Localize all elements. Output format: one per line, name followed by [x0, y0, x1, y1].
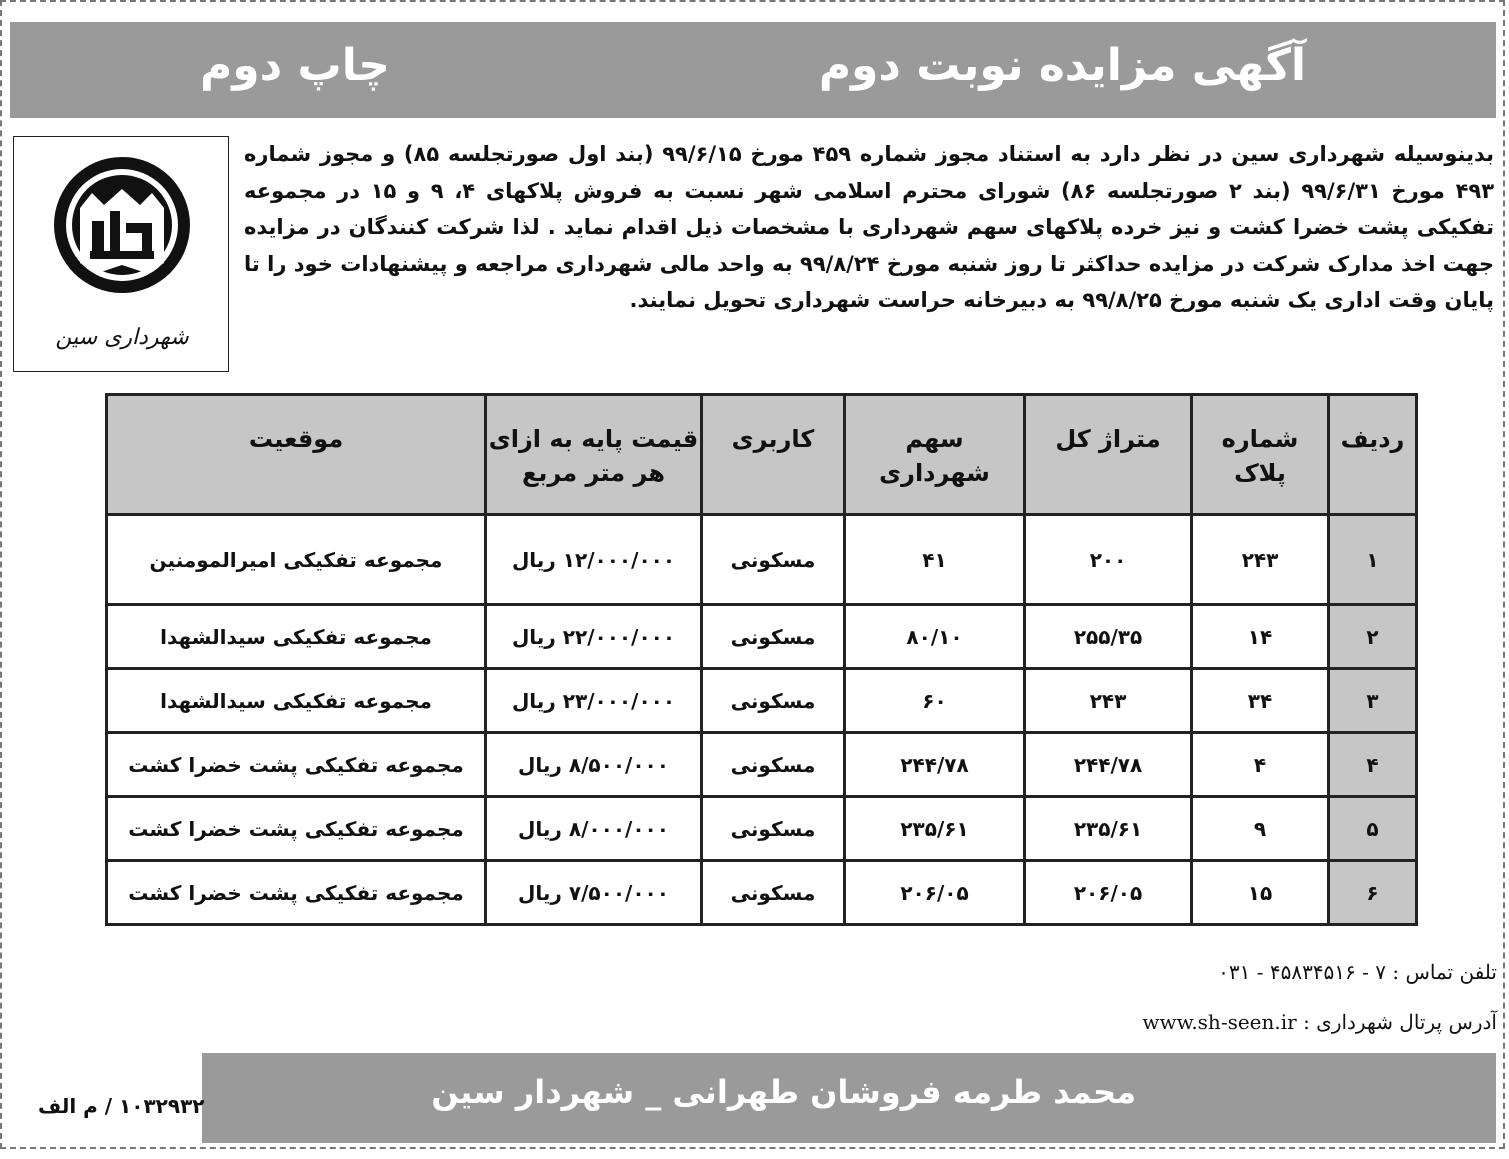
cell-gheymat: ۱۲/۰۰۰/۰۰۰ ریال	[486, 515, 702, 605]
cell-karbari: مسکونی	[702, 605, 845, 669]
cell-gheymat: ۲۳/۰۰۰/۰۰۰ ریال	[486, 669, 702, 733]
cell-plak: ۱۵	[1192, 861, 1329, 925]
table-row	[107, 515, 1417, 605]
cell-plak: ۲۴۳	[1192, 515, 1329, 605]
ad-code: ۱۰۳۲۹۳۲ / م الف	[38, 1094, 205, 1118]
cell-sahm: ۲۴۴/۷۸	[845, 733, 1025, 797]
portal-url[interactable]: www.sh-seen.ir	[1142, 1010, 1297, 1034]
cell-plak: ۱۴	[1192, 605, 1329, 669]
cell-metraj: ۲۰۰	[1025, 515, 1192, 605]
header-mogheiat: موقعیت	[107, 395, 486, 515]
municipality-logo	[13, 136, 229, 372]
header-metraj: متراژ کل	[1025, 395, 1192, 515]
cell-radif: ۲	[1329, 605, 1417, 669]
cell-mogheiat: مجموعه تفکیکی سیدالشهدا	[107, 605, 486, 669]
table-row	[107, 797, 1417, 861]
cell-gheymat: ۲۲/۰۰۰/۰۰۰ ریال	[486, 605, 702, 669]
table-row	[107, 861, 1417, 925]
cell-sahm: ۲۳۵/۶۱	[845, 797, 1025, 861]
header-sahm: سهم شهرداری	[845, 395, 1025, 515]
portal-label: آدرس پرتال شهرداری :	[1303, 1010, 1497, 1034]
cell-radif: ۱	[1329, 515, 1417, 605]
cell-karbari: مسکونی	[702, 861, 845, 925]
table-row	[107, 669, 1417, 733]
intro-paragraph: بدینوسیله شهرداری سین در نظر دارد به استناد مجوز شماره ۴۵۹ مورخ ۹۹/۶/۱۵ (بند اول صورتجلسه ۸۵) و مجوز شماره ۴۹۳ مورخ ۹۹/۶/۳۱ (بند ۲ صورتجلسه ۸۶) شورای محترم اسلامی شهر نسبت به فروش پلاکهای ۴، ۹ و ۱۵ در مجموعه تفکیکی پشت خضرا کشت و نیز خرده پلاکهای سهم شهرداری با مشخصات ذیل اقدام نماید . لذا شرکت کنندگان در مزایده جهت اخذ مدارک شرکت در مزایده حداکثر تا روز شنبه مورخ ۹۹/۸/۲۴ به واحد مالی شهرداری مراجعه و پیشنهادات خود را تا پایان وقت اداری یک شنبه مورخ ۹۹/۸/۲۵ به دبیرخانه حراست شهرداری تحویل نمایند.	[244, 142, 1495, 312]
header-radif: ردیف	[1329, 395, 1417, 515]
cell-metraj: ۲۳۵/۶۱	[1025, 797, 1192, 861]
cell-mogheiat: مجموعه تفکیکی امیرالمومنین	[107, 515, 486, 605]
cell-metraj: ۲۰۶/۰۵	[1025, 861, 1192, 925]
cell-metraj: ۲۴۴/۷۸	[1025, 733, 1192, 797]
cell-metraj: ۲۴۳	[1025, 669, 1192, 733]
cell-plak: ۹	[1192, 797, 1329, 861]
page-title: آگهی مزایده نوبت دوم	[818, 40, 1306, 91]
cell-mogheiat: مجموعه تفکیکی سیدالشهدا	[107, 669, 486, 733]
logo-caption: شهرداری سین	[55, 325, 189, 350]
table-row	[107, 605, 1417, 669]
cell-gheymat: ۸/۰۰۰/۰۰۰ ریال	[486, 797, 702, 861]
auction-table	[105, 393, 1418, 926]
print-label: چاپ دوم	[200, 40, 390, 91]
cell-mogheiat: مجموعه تفکیکی پشت خضرا کشت	[107, 797, 486, 861]
header-plak: شماره پلاک	[1192, 395, 1329, 515]
cell-sahm: ۴۱	[845, 515, 1025, 605]
portal-address	[1142, 1010, 1497, 1034]
cell-karbari: مسکونی	[702, 669, 845, 733]
cell-mogheiat: مجموعه تفکیکی پشت خضرا کشت	[107, 733, 486, 797]
cell-gheymat: ۷/۵۰۰/۰۰۰ ریال	[486, 861, 702, 925]
signature-text: محمد طرمه فروشان طهرانی _ شهردار سین	[431, 1073, 1136, 1111]
cell-plak: ۴	[1192, 733, 1329, 797]
cell-radif: ۵	[1329, 797, 1417, 861]
cell-sahm: ۸۰/۱۰	[845, 605, 1025, 669]
cell-radif: ۶	[1329, 861, 1417, 925]
cell-karbari: مسکونی	[702, 797, 845, 861]
cell-gheymat: ۸/۵۰۰/۰۰۰ ریال	[486, 733, 702, 797]
cell-sahm: ۶۰	[845, 669, 1025, 733]
cell-radif: ۳	[1329, 669, 1417, 733]
table-header-row	[107, 395, 1417, 515]
signature-bar	[202, 1053, 1496, 1143]
cell-radif: ۴	[1329, 733, 1417, 797]
table-row	[107, 733, 1417, 797]
cell-sahm: ۲۰۶/۰۵	[845, 861, 1025, 925]
header-bar	[10, 22, 1496, 118]
header-karbari: کاربری	[702, 395, 845, 515]
cell-mogheiat: مجموعه تفکیکی پشت خضرا کشت	[107, 861, 486, 925]
cell-karbari: مسکونی	[702, 515, 845, 605]
contact-phone: تلفن تماس : ۷ - ۴۵۸۳۴۵۱۶ - ۰۳۱	[1218, 960, 1497, 984]
cell-metraj: ۲۵۵/۳۵	[1025, 605, 1192, 669]
header-gheymat: قیمت پایه به ازای هر متر مربع	[486, 395, 702, 515]
cell-karbari: مسکونی	[702, 733, 845, 797]
cell-plak: ۳۴	[1192, 669, 1329, 733]
municipality-emblem-icon	[50, 153, 194, 303]
